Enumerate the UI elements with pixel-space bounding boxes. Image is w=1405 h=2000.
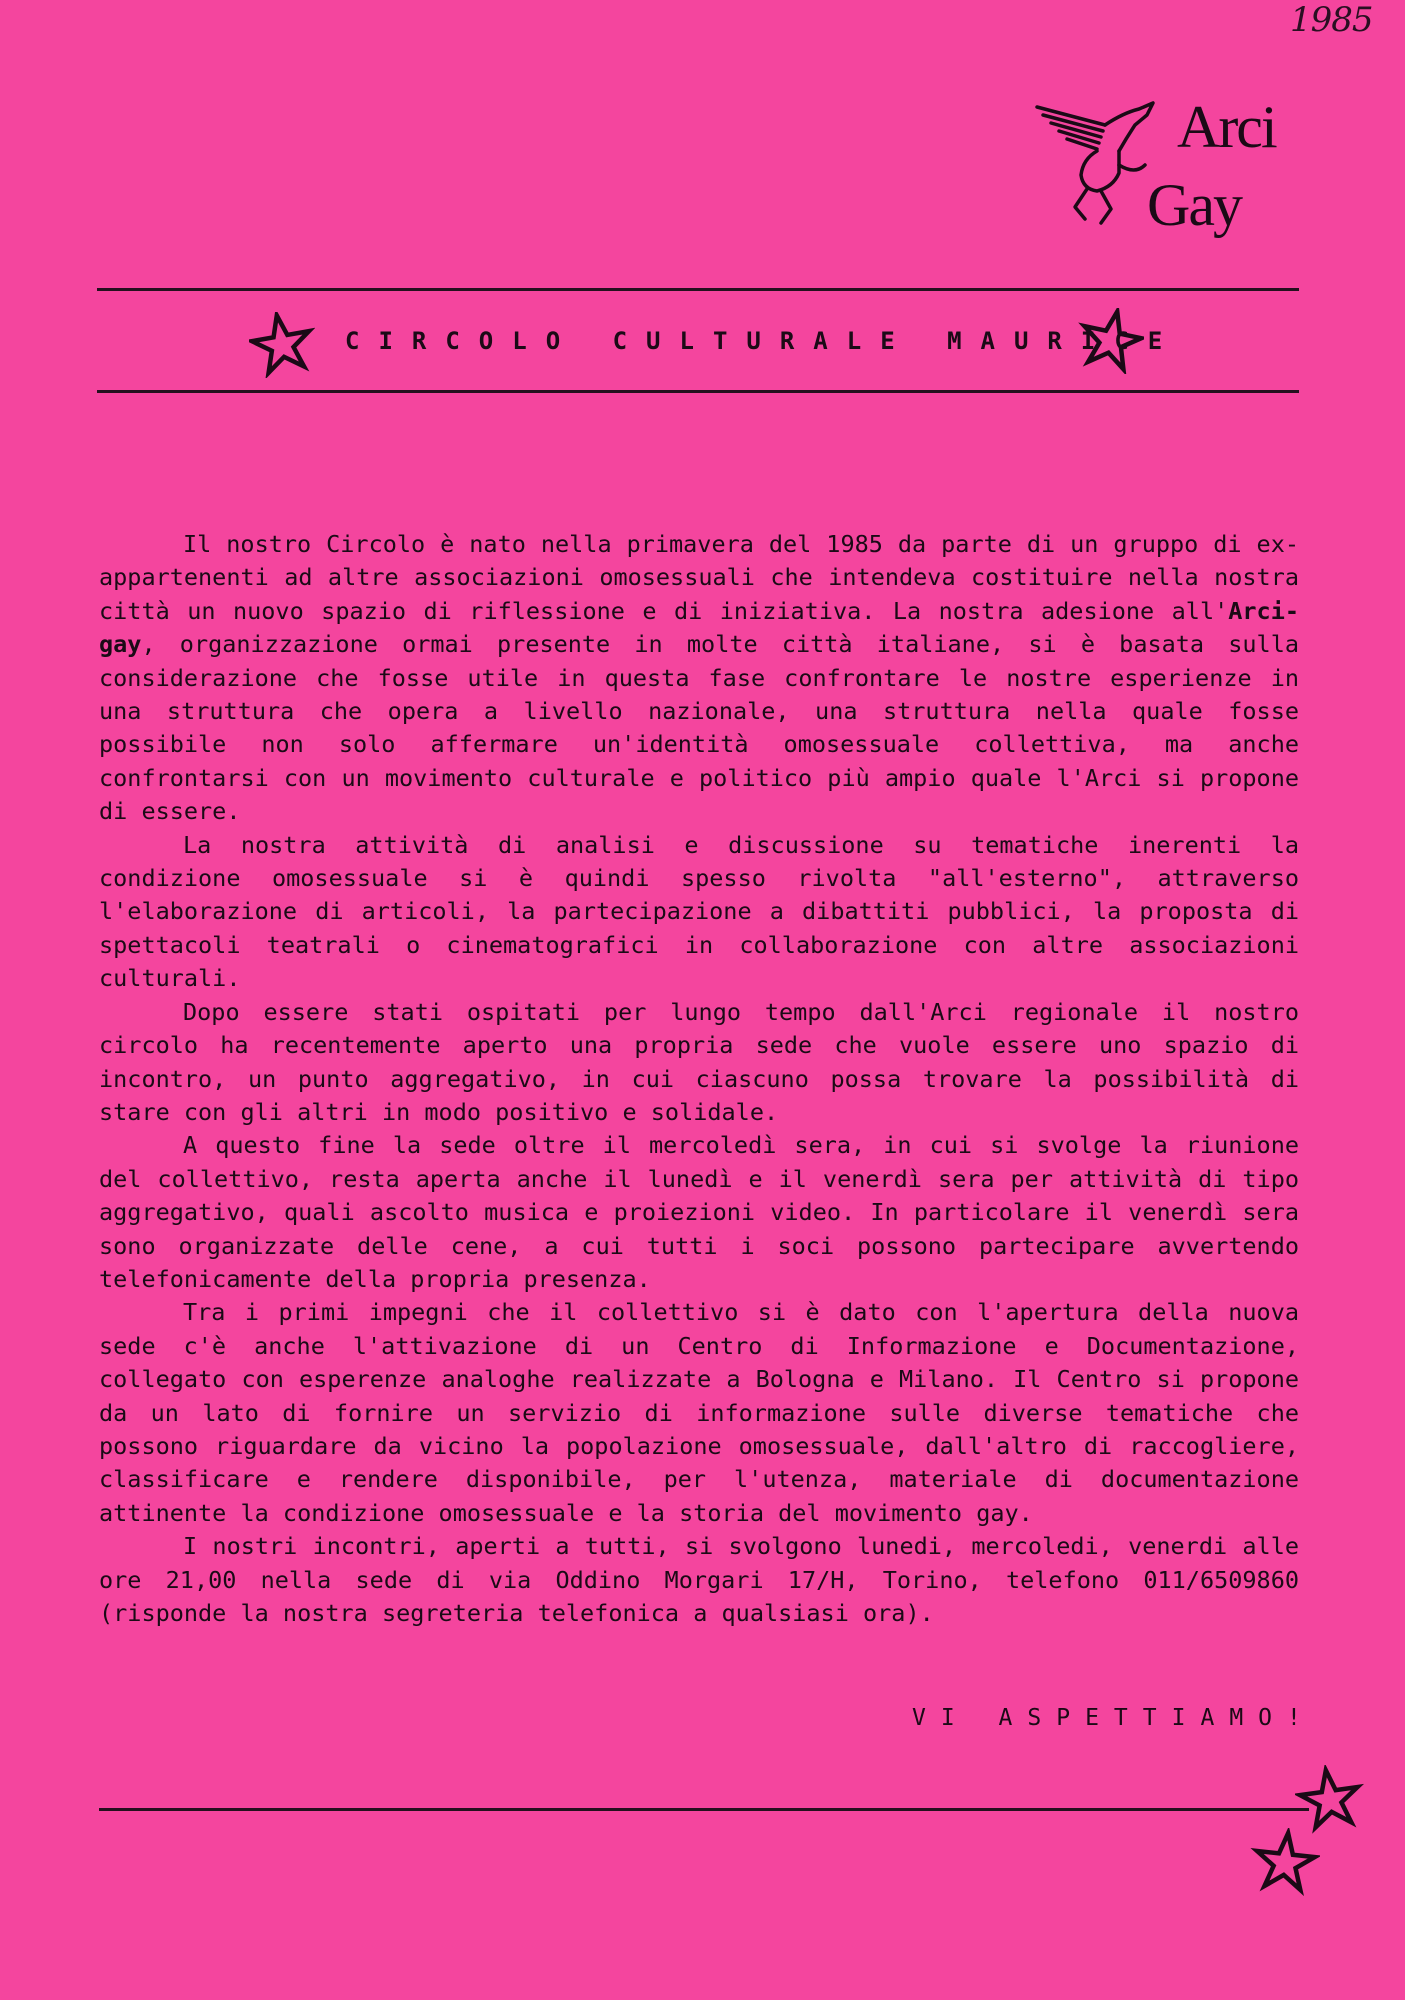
header-bottom-rule	[97, 390, 1299, 393]
closing-text: VI ASPETTIAMO!	[912, 1705, 1316, 1731]
paragraph: La nostra attività di analisi e discussione su tematiche inerenti la condizione omosessuale si è quindi spesso rivolta "all'esterno", attraverso l'elaborazione di articoli, la partecipazione a dibattiti pubblici, la proposta di spettacoli teatrali o cinematografici in collaborazione con altre associazioni culturali.	[99, 830, 1299, 993]
handwritten-year: 1985	[1290, 0, 1373, 40]
pegasus-logo-icon	[1035, 95, 1165, 225]
body-text	[99, 528, 1299, 1630]
arci-gay-bold: Arci-gay	[99, 596, 1299, 659]
star-outline-icon	[1078, 308, 1144, 374]
paragraph: Dopo essere stati ospitati per lungo tempo dall'Arci regionale il nostro circolo ha recentemente aperto una propria sede che vuole essere uno spazio di incontro, un punto aggregativo, in cui ciascuno possa trovare la possibilità di stare con gli altri in modo positivo e solidale.	[99, 997, 1299, 1126]
paragraph: Il nostro Circolo è nato nella primavera del 1985 da parte di un gruppo di ex-appartenenti ad altre associazioni omosessuali che intendeva costituire nella nostra città un nuovo spazio di riflessione e di iniziativa. La nostra adesione all'Arci-gay, organizzazione ormai presente in molte città italiane, si è basata sulla considerazione che fosse utile in questa fase confrontare le nostre esperienze in una struttura che opera a livello nazionale, una struttura nella quale fosse possibile non solo affermare un'identità omosessuale collettiva, ma anche confrontarsi con un movimento culturale e politico più ampio quale l'Arci si propone di essere.	[99, 530, 1299, 826]
arci-gay-logo	[1035, 95, 1305, 245]
paragraph: A questo fine la sede oltre il mercoledì sera, in cui si svolge la riunione del collettivo, resta aperta anche il lunedì e il venerdì sera per attività di tipo aggregativo, quali ascolto musica e proiezioni video. In particolare il venerdì sera sono organizzate delle cene, a cui tutti i soci possono partecipare avvertendo telefonicamente della propria presenza.	[99, 1131, 1299, 1293]
footer-rule	[99, 1808, 1309, 1811]
logo-word-arci: Arci	[1177, 94, 1276, 160]
star-outline-icon	[1295, 1765, 1365, 1835]
header-title: CIRCOLO CULTURALE MAURICE	[345, 327, 1182, 355]
star-outline-icon	[249, 312, 315, 378]
paragraph: Tra i primi impegni che il collettivo si è dato con l'apertura della nuova sede c'è anche l'attivazione di un Centro di Informazione e Documentazione, collegato con esperenze analoghe realizzate a Bologna e Milano. Il Centro si propone da un lato di fornire un servizio di informazione sulle diverse tematiche che possono riguardare da vicino la popolazione omosessuale, dall'altro di raccogliere, classificare e rendere disponibile, per l'utenza, materiale di documentazione attinente la condizione omosessuale e la storia del movimento gay.	[99, 1298, 1299, 1527]
star-outline-icon	[1250, 1828, 1320, 1898]
header-top-rule	[97, 288, 1299, 291]
logo-word-gay: Gay	[1147, 172, 1241, 238]
paragraph: I nostri incontri, aperti a tutti, si svolgono lunedi, mercoledi, venerdi alle ore 21,00 nella sede di via Oddino Morgari 17/H, Torino, telefono 011/6509860 (risponde la nostra segreteria telefonica a qualsiasi ora).	[99, 1532, 1299, 1627]
